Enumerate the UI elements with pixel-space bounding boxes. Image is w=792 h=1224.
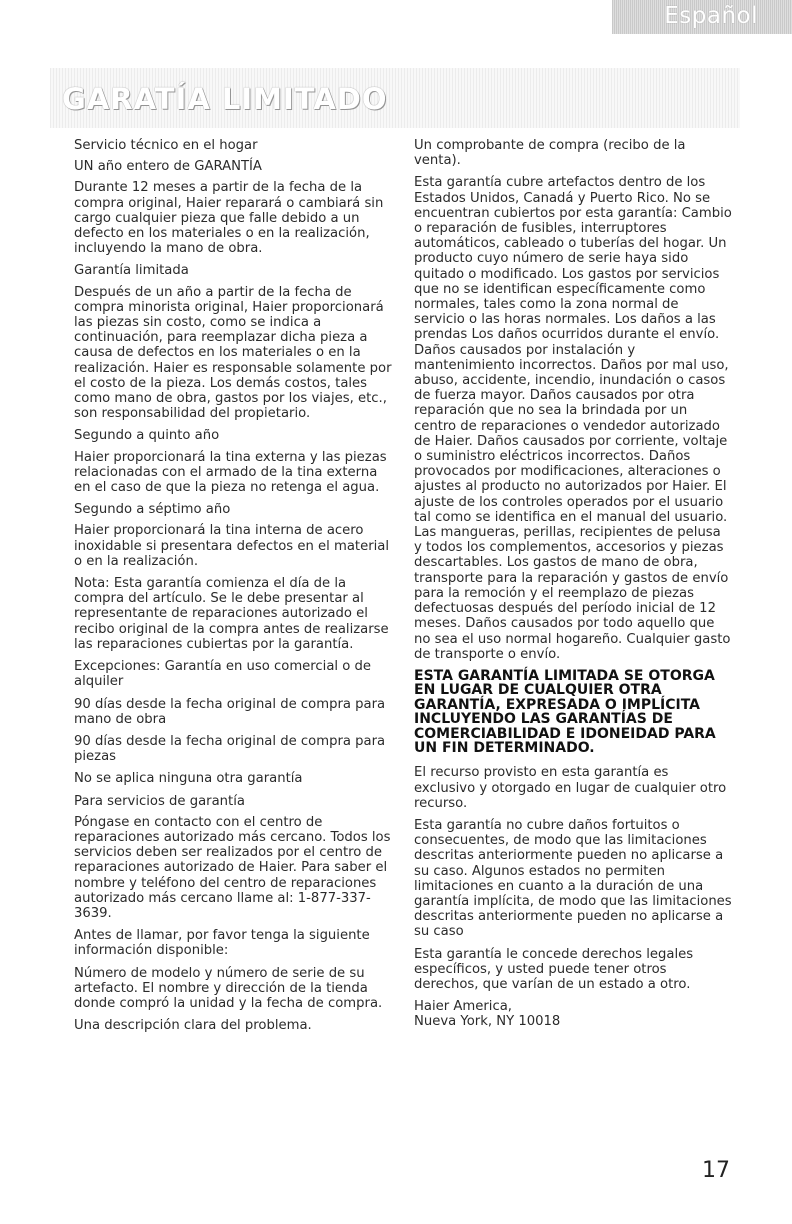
page-title: GARATÍA LIMITADO	[62, 82, 388, 116]
section-heading-one-year: UN año entero de GARANTÍA	[74, 159, 262, 175]
warranty-disclaimer: ESTA GARANTÍA LIMITADA SE OTORGA EN LUGAR DE CUALQUIER OTRA GARANTÍA, EXPRESADA O IMPLÍCITA INCLUYENDO LAS GARANTÍAS DE COMERCIABILIDAD E IDONEIDAD PARA UN FIN DETERMINADO.	[414, 667, 716, 756]
section-heading-warranty-service: Para servicios de garantía	[74, 793, 245, 809]
left-column	[74, 138, 392, 1040]
paragraph-note: Nota: Esta garantía comienza el día de la compra del artículo. Se le debe presentar al representante de reparaciones autorizado el recibo original de la compra antes de realizarse las reparaciones cubiertas por la garantía.	[74, 576, 389, 652]
paragraph-coverage-exclusions: Esta garantía cubre artefactos dentro de los Estados Unidos, Canadá y Puerto Rico. No se encuentran cubiertos por esta garantía: Cambio o reparación de fusibles, interruptores automáticos, cableado o tuberías del hogar. Un producto cuyo número de serie haya sido quitado o modificado. Los gastos por servicios que no se identifican específicamente como normales, tales como la zona normal de servicio o las horas normales. Los daños a las prendas Los daños ocurridos durante el envío. Daños causados por instalación y mantenimiento incorrectos. Daños por mal uso, abuso, accidente, incendio, inundación o casos de fuerza mayor. Daños causados por otra reparación que no sea la brindada por un centro de reparaciones o vendedor autorizado de Haier. Daños causados por corriente, voltaje o suministro eléctricos incorrectos. Daños provocados por modificaciones, alteraciones o ajustes al producto no autorizados por Haier. El ajuste de los controles operados por el usuario tal como se identifica en el manual del usuario. Las mangueras, perillas, recipientes de pelusa y todos los complementos, accesorios y piezas descartables. Los gastos de mano de obra, transporte para la reparación y gastos de envío para la remoción y el reemplazo de piezas defectuosas después del período inicial de 12 meses. Daños causados por todo aquello que no sea el uso normal hogareño. Cualquier gasto de transporte o envío.	[414, 175, 732, 662]
language-tab-label: Español	[664, 3, 758, 29]
paragraph-problem-description: Una descripción clara del problema.	[74, 1018, 312, 1034]
paragraph-exceptions: Excepciones: Garantía en uso comercial o de alquiler	[74, 659, 372, 690]
paragraph-inner-tub: Haier proporcionará la tina interna de acero inoxidable si presentara defectos en el material o en la realización.	[74, 523, 390, 569]
paragraph-before-calling: Antes de llamar, por favor tenga la siguiente información disponible:	[74, 928, 370, 959]
paragraph-parts-90-days: 90 días desde la fecha original de compra para piezas	[74, 733, 386, 765]
language-tab	[612, 0, 792, 34]
section-heading-second-to-fifth-year: Segundo a quinto año	[74, 428, 220, 444]
address-company: Haier America,	[414, 999, 512, 1015]
paragraph-first-year-coverage: Durante 12 meses a partir de la fecha de la compra original, Haier reparará o cambiará sin cargo cualquier pieza que falle debido a un defecto en los materiales o en la realización, incluyendo la mano de obra.	[74, 180, 384, 257]
section-heading-limited-warranty: Garantía limitada	[74, 263, 189, 279]
address-block	[414, 999, 732, 1029]
paragraph-model-serial: Número de modelo y número de serie de su artefacto. El nombre y dirección de la tienda donde compró la unidad y la fecha de compra.	[74, 965, 383, 1011]
paragraph-contact-service-center: Póngase en contacto con el centro de reparaciones autorizado más cercano. Todos los servicios deben ser realizados por el centro de reparaciones autorizado de Haier. Para saber el nombre y teléfono del centro de reparaciones autorizado más cercano llame al: 1-877-337-3639.	[74, 814, 391, 921]
paragraph-outer-tub: Haier proporcionará la tina externa y las piezas relacionadas con el armado de la tina externa en el caso de que la pieza no retenga el agua.	[74, 449, 387, 496]
paragraph-proof-of-purchase: Un comprobante de compra (recibo de la venta).	[414, 138, 686, 169]
address-city: Nueva York, NY 10018	[414, 1014, 561, 1030]
paragraph-no-other-warranty: No se aplica ninguna otra garantía	[74, 771, 303, 787]
paragraph-legal-rights: Esta garantía le concede derechos legales específicos, y usted puede tener otros derechos, que varían de un estado a otro.	[414, 946, 694, 992]
paragraph-labor-90-days: 90 días desde la fecha original de compra para mano de obra	[74, 696, 386, 727]
paragraph-limited-warranty: Después de un año a partir de la fecha de compra minorista original, Haier proporcionará las piezas sin costo, como se indica a continuación, para reemplazar dicha pieza a causa de defectos en los materiales o en la realización. Haier es responsable solamente por el costo de la pieza. Los demás costos, tales como mano de obra, gastos por los viajes, etc., son responsabilidad del propietario.	[74, 284, 392, 422]
section-heading-second-to-seventh-year: Segundo a séptimo año	[74, 502, 231, 518]
paragraph-exclusive-remedy: El recurso provisto en esta garantía es exclusivo y otorgado en lugar de cualquier otro recurso.	[414, 765, 727, 811]
section-heading-home-service: Servicio técnico en el hogar	[74, 138, 258, 153]
paragraph-consequential-damages: Esta garantía no cubre daños fortuitos o consecuentes, de modo que las limitaciones descritas anteriormente pueden no aplicarse a su caso. Algunos estados no permiten limitaciones en cuanto a la duración de una garantía implícita, de modo que las limitaciones descritas anteriormente pueden no aplicarse a su caso	[414, 817, 732, 940]
page-number: 17	[702, 1158, 730, 1183]
right-column	[414, 138, 732, 1030]
